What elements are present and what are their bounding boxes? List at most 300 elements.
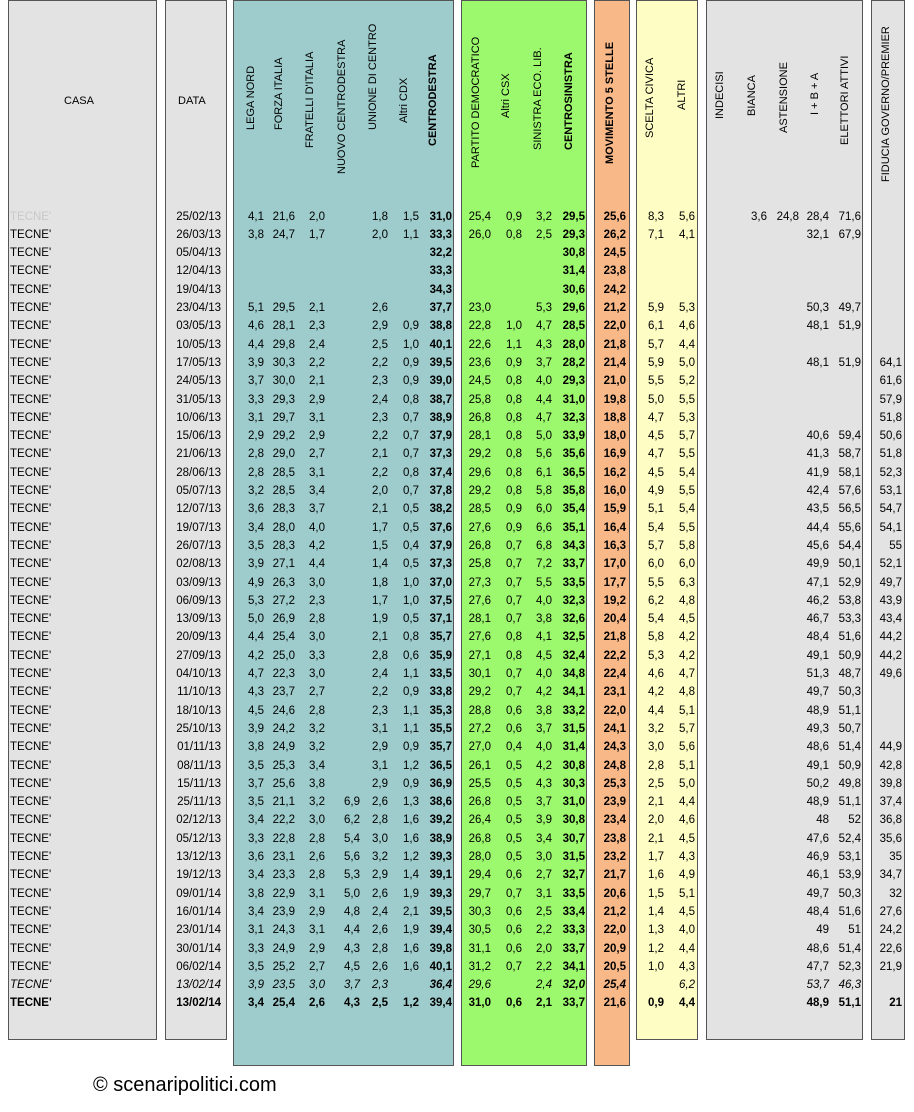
cell-casa: TECNE' xyxy=(10,411,52,424)
table-row xyxy=(0,226,914,244)
cell-m5s: 21,8 xyxy=(603,338,626,351)
cell-ln: 3,7 xyxy=(248,777,264,790)
cell-sc: 5,1 xyxy=(648,503,664,516)
cell-pd: 31,2 xyxy=(468,960,491,973)
table-row xyxy=(0,262,914,280)
cell-ln: 3,8 xyxy=(248,887,264,900)
cell-pd: 26,8 xyxy=(468,832,491,845)
cell-udc: 2,4 xyxy=(372,905,388,918)
header-casa: CASA xyxy=(64,95,94,107)
cell-sc: 5,5 xyxy=(648,576,664,589)
cell-acdx: 0,5 xyxy=(403,521,419,534)
cell-cdx: 36,5 xyxy=(429,759,452,772)
table-row xyxy=(0,628,914,646)
cell-ea: 51,6 xyxy=(838,631,861,644)
cell-data: 10/05/13 xyxy=(176,338,221,351)
cell-alt: 6,0 xyxy=(679,558,695,571)
cell-fid: 53,1 xyxy=(879,485,902,497)
cell-cdx: 37,3 xyxy=(429,558,452,571)
cell-casa: TECNE' xyxy=(10,558,52,571)
cell-fdi: 2,3 xyxy=(309,320,325,333)
cell-acsx: 1,0 xyxy=(506,320,522,333)
cell-casa: TECNE' xyxy=(10,375,52,388)
cell-fi: 27,1 xyxy=(272,558,295,571)
cell-data: 11/10/13 xyxy=(177,686,221,699)
cell-udc: 1,9 xyxy=(372,613,388,626)
cell-udc: 2,9 xyxy=(372,320,388,333)
cell-m5s: 23,8 xyxy=(603,832,626,845)
cell-fdi: 3,3 xyxy=(309,649,325,662)
cell-cdx: 37,9 xyxy=(429,430,452,443)
cell-sel: 4,2 xyxy=(536,686,552,699)
cell-acdx: 1,1 xyxy=(403,228,419,241)
cell-ea: 49,8 xyxy=(838,777,861,790)
cell-sel: 2,7 xyxy=(536,869,552,882)
cell-acdx: 1,5 xyxy=(403,210,419,223)
cell-acdx: 2,1 xyxy=(403,905,419,918)
cell-alt: 6,3 xyxy=(679,576,695,589)
cell-sc: 6,0 xyxy=(648,558,664,571)
cell-acsx: 0,5 xyxy=(506,814,522,827)
cell-ln: 3,5 xyxy=(248,960,264,973)
table-row xyxy=(0,372,914,390)
cell-ncd: 4,8 xyxy=(344,905,360,918)
table-row xyxy=(0,592,914,610)
cell-ln: 3,8 xyxy=(248,741,264,754)
cell-fi: 28,3 xyxy=(272,539,295,552)
cell-cdx: 38,8 xyxy=(429,320,452,333)
cell-data: 20/09/13 xyxy=(176,631,221,644)
cell-fdi: 2,3 xyxy=(309,594,325,607)
cell-fi: 30,3 xyxy=(272,356,295,369)
cell-casa: TECNE' xyxy=(10,942,52,955)
table-row xyxy=(0,683,914,701)
cell-acdx: 1,1 xyxy=(403,668,419,680)
cell-ea: 51,6 xyxy=(838,905,861,918)
cell-acdx: 1,6 xyxy=(403,832,419,845)
cell-csx: 30,3 xyxy=(562,777,585,790)
cell-data: 23/01/14 xyxy=(176,924,221,937)
cell-cdx: 39,5 xyxy=(429,356,452,369)
cell-acsx: 0,9 xyxy=(506,210,522,223)
cell-ea: 50,7 xyxy=(838,722,861,735)
cell-alt: 5,5 xyxy=(679,485,695,497)
cell-ea: 46,3 xyxy=(838,979,861,992)
cell-ea: 50,3 xyxy=(838,686,861,699)
cell-alt: 5,1 xyxy=(679,887,695,900)
cell-iba: 49,7 xyxy=(806,686,829,699)
cell-ln: 3,6 xyxy=(248,503,264,516)
cell-fid: 50,6 xyxy=(879,430,902,443)
cell-udc: 2,2 xyxy=(372,686,388,699)
cell-acsx: 0,5 xyxy=(506,777,522,790)
cell-fid: 35,6 xyxy=(879,832,902,845)
cell-data: 09/01/14 xyxy=(176,887,221,900)
cell-iba: 49,9 xyxy=(806,558,829,571)
cell-fdi: 2,9 xyxy=(309,393,325,406)
cell-m5s: 26,2 xyxy=(603,228,626,241)
cell-data: 02/08/13 xyxy=(176,558,221,571)
cell-acdx: 0,5 xyxy=(403,503,419,516)
cell-acdx: 1,6 xyxy=(403,942,419,955)
cell-pd: 25,4 xyxy=(468,210,491,223)
cell-casa: TECNE' xyxy=(10,979,52,992)
cell-fi: 23,5 xyxy=(272,979,295,992)
cell-iba: 47,7 xyxy=(806,960,829,973)
cell-casa: TECNE' xyxy=(10,283,52,296)
cell-casa: TECNE' xyxy=(10,356,52,369)
cell-acdx: 1,4 xyxy=(403,869,419,882)
cell-csx: 32,3 xyxy=(562,594,585,607)
cell-acdx: 1,3 xyxy=(403,796,419,809)
cell-cdx: 39,4 xyxy=(429,924,452,937)
cell-alt: 5,4 xyxy=(679,466,695,479)
cell-alt: 5,6 xyxy=(679,741,695,754)
cell-sc: 5,4 xyxy=(648,521,664,534)
cell-alt: 5,8 xyxy=(679,539,695,552)
cell-cdx: 39,8 xyxy=(429,942,452,955)
table-row xyxy=(0,848,914,866)
cell-alt: 4,2 xyxy=(679,649,695,662)
cell-ln: 4,5 xyxy=(248,704,264,717)
cell-ln: 3,4 xyxy=(248,521,264,534)
cell-m5s: 20,4 xyxy=(603,613,626,626)
cell-udc: 1,4 xyxy=(372,558,388,571)
cell-ln: 2,8 xyxy=(248,466,264,479)
cell-fi: 28,1 xyxy=(272,320,295,333)
cell-acsx: 1,1 xyxy=(506,338,522,351)
cell-cdx: 32,2 xyxy=(429,247,452,260)
cell-pd: 30,5 xyxy=(468,924,491,937)
cell-alt: 4,5 xyxy=(679,613,695,626)
cell-ln: 5,1 xyxy=(248,302,264,314)
cell-fid: 44,9 xyxy=(879,741,902,754)
cell-csx: 32,4 xyxy=(562,649,585,662)
cell-csx: 31,4 xyxy=(562,741,585,754)
cell-sel: 4,0 xyxy=(536,594,552,607)
cell-m5s: 25,6 xyxy=(603,210,626,223)
cell-udc: 2,4 xyxy=(372,668,388,680)
cell-ln: 3,9 xyxy=(248,722,264,735)
cell-pd: 27,6 xyxy=(468,521,491,534)
cell-fi: 29,8 xyxy=(272,338,295,351)
table-row xyxy=(0,482,914,500)
cell-cdx: 37,8 xyxy=(429,485,452,497)
cell-sel: 3,8 xyxy=(536,613,552,626)
cell-sc: 2,0 xyxy=(648,814,664,827)
cell-m5s: 21,8 xyxy=(603,631,626,644)
cell-fi: 29,3 xyxy=(272,393,295,406)
cell-casa: TECNE' xyxy=(10,741,52,754)
cell-cdx: 37,1 xyxy=(429,613,452,626)
cell-csx: 31,5 xyxy=(562,722,585,735)
cell-ln: 3,9 xyxy=(248,558,264,571)
cell-csx: 32,7 xyxy=(562,869,585,882)
cell-pd: 29,2 xyxy=(468,485,491,497)
cell-data: 25/02/13 xyxy=(176,210,221,223)
cell-sel: 4,0 xyxy=(536,375,552,388)
cell-fid: 22,6 xyxy=(879,942,902,955)
cell-fi: 24,9 xyxy=(272,741,295,754)
cell-acsx: 0,7 xyxy=(506,539,522,552)
cell-csx: 30,8 xyxy=(562,247,585,260)
cell-acdx: 0,7 xyxy=(403,485,419,497)
cell-iba: 49,1 xyxy=(806,649,829,662)
cell-csx: 30,8 xyxy=(562,759,585,772)
cell-ncd: 6,9 xyxy=(344,796,360,809)
cell-pd: 28,1 xyxy=(468,430,491,443)
cell-ncd: 4,5 xyxy=(344,960,360,973)
cell-sel: 2,1 xyxy=(536,997,552,1010)
cell-pd: 27,2 xyxy=(468,722,491,735)
cell-fdi: 2,8 xyxy=(309,869,325,882)
cell-udc: 3,1 xyxy=(372,759,388,772)
cell-udc: 2,1 xyxy=(372,503,388,516)
cell-m5s: 24,5 xyxy=(603,247,626,260)
cell-ln: 3,7 xyxy=(248,375,264,388)
cell-m5s: 18,8 xyxy=(603,411,626,424)
cell-csx: 33,7 xyxy=(562,997,585,1010)
cell-csx: 34,1 xyxy=(562,686,585,699)
cell-sc: 4,5 xyxy=(648,466,664,479)
cell-m5s: 19,2 xyxy=(603,594,626,607)
cell-iba: 48,9 xyxy=(806,704,829,717)
cell-cdx: 39,3 xyxy=(429,887,452,900)
cell-ncd: 4,3 xyxy=(344,942,360,955)
cell-acsx: 0,6 xyxy=(506,704,522,717)
table-row xyxy=(0,519,914,537)
cell-m5s: 21,7 xyxy=(603,869,626,882)
cell-data: 25/11/13 xyxy=(177,796,221,809)
cell-cdx: 40,1 xyxy=(429,960,452,973)
cell-sel: 4,7 xyxy=(536,411,552,424)
cell-casa: TECNE' xyxy=(10,759,52,772)
cell-ln: 3,4 xyxy=(248,814,264,827)
cell-alt: 4,4 xyxy=(679,338,695,351)
cell-udc: 1,7 xyxy=(372,594,388,607)
cell-ea: 50,9 xyxy=(838,759,861,772)
cell-ln: 3,6 xyxy=(248,851,264,863)
cell-ea: 52,9 xyxy=(838,576,861,589)
cell-pd: 25,5 xyxy=(468,777,491,790)
cell-acdx: 0,9 xyxy=(403,375,419,388)
cell-ln: 3,1 xyxy=(248,924,264,937)
cell-alt: 4,4 xyxy=(679,796,695,809)
cell-acsx: 0,6 xyxy=(506,905,522,918)
cell-alt: 5,7 xyxy=(679,722,695,735)
table-row xyxy=(0,445,914,463)
cell-pd: 23,0 xyxy=(468,302,491,314)
cell-fi: 29,7 xyxy=(272,411,295,424)
cell-data: 26/07/13 xyxy=(176,539,221,552)
cell-csx: 35,6 xyxy=(562,448,585,461)
cell-iba: 41,9 xyxy=(806,466,829,479)
cell-ea: 53,3 xyxy=(838,613,861,626)
cell-sc: 6,1 xyxy=(648,320,664,333)
cell-sc: 1,0 xyxy=(648,960,664,973)
cell-acsx: 0,6 xyxy=(506,869,522,882)
cell-sc: 5,4 xyxy=(648,613,664,626)
cell-ln: 3,1 xyxy=(248,411,264,424)
cell-cdx: 35,5 xyxy=(429,722,452,735)
cell-ln: 3,5 xyxy=(248,539,264,552)
cell-casa: TECNE' xyxy=(10,905,52,918)
cell-ln: 3,9 xyxy=(248,979,264,992)
cell-m5s: 21,0 xyxy=(603,375,626,388)
cell-udc: 2,1 xyxy=(372,631,388,644)
table-row xyxy=(0,793,914,811)
cell-iba: 48,9 xyxy=(806,796,829,809)
cell-fdi: 2,9 xyxy=(309,942,325,955)
cell-ea: 51 xyxy=(848,924,861,937)
cell-acdx: 0,8 xyxy=(403,631,419,644)
cell-udc: 2,2 xyxy=(372,430,388,443)
cell-m5s: 17,7 xyxy=(603,576,626,589)
cell-fid: 44,2 xyxy=(879,649,902,662)
cell-acsx: 0,5 xyxy=(506,832,522,845)
cell-sel: 6,0 xyxy=(536,503,552,516)
cell-alt: 5,7 xyxy=(679,430,695,443)
cell-csx: 30,6 xyxy=(562,283,585,296)
table-row xyxy=(0,976,914,994)
cell-ncd: 5,6 xyxy=(344,851,360,863)
cell-alt: 5,3 xyxy=(679,411,695,424)
cell-csx: 33,5 xyxy=(562,887,585,900)
cell-data: 13/09/13 xyxy=(176,613,221,626)
cell-pd: 29,6 xyxy=(468,979,491,992)
cell-iba: 50,2 xyxy=(806,777,829,790)
cell-casa: TECNE' xyxy=(10,576,52,589)
cell-fdi: 2,7 xyxy=(309,686,325,699)
cell-cdx: 38,7 xyxy=(429,393,452,406)
cell-cdx: 33,8 xyxy=(429,686,452,699)
cell-acsx: 0,8 xyxy=(506,466,522,479)
cell-ln: 3,4 xyxy=(248,997,264,1010)
cell-ncd: 5,4 xyxy=(344,832,360,845)
cell-acsx: 0,7 xyxy=(506,558,522,571)
cell-bia: 3,6 xyxy=(751,210,767,223)
cell-pd: 28,5 xyxy=(468,503,491,516)
cell-alt: 4,8 xyxy=(679,594,695,607)
cell-acsx: 0,6 xyxy=(506,997,522,1010)
cell-ea: 54,4 xyxy=(838,539,861,552)
cell-casa: TECNE' xyxy=(10,668,52,680)
cell-ea: 67,9 xyxy=(838,228,861,241)
table-row xyxy=(0,391,914,409)
cell-data: 30/01/14 xyxy=(176,942,221,955)
cell-data: 04/10/13 xyxy=(176,668,221,680)
cell-data: 16/01/14 xyxy=(176,905,221,918)
cell-fi: 28,3 xyxy=(272,503,295,516)
cell-pd: 31,0 xyxy=(468,997,491,1010)
cell-data: 19/07/13 xyxy=(176,521,221,534)
cell-sc: 7,1 xyxy=(648,228,664,241)
cell-ea: 52 xyxy=(848,814,861,827)
cell-m5s: 24,3 xyxy=(603,741,626,754)
cell-m5s: 17,0 xyxy=(603,558,626,571)
cell-pd: 27,6 xyxy=(468,594,491,607)
cell-fid: 49,6 xyxy=(879,668,902,680)
cell-casa: TECNE' xyxy=(10,997,52,1010)
cell-fdi: 3,4 xyxy=(309,759,325,772)
cell-acsx: 0,8 xyxy=(506,411,522,424)
cell-data: 06/02/14 xyxy=(176,960,221,973)
cell-m5s: 24,2 xyxy=(603,283,626,296)
cell-cdx: 40,1 xyxy=(429,338,452,351)
cell-casa: TECNE' xyxy=(10,851,52,863)
cell-data: 01/11/13 xyxy=(177,741,221,754)
cell-acdx: 0,9 xyxy=(403,777,419,790)
cell-sel: 5,5 xyxy=(536,576,552,589)
cell-m5s: 23,4 xyxy=(603,814,626,827)
cell-ea: 52,4 xyxy=(838,832,861,845)
cell-acsx: 0,8 xyxy=(506,228,522,241)
cell-acdx: 0,9 xyxy=(403,741,419,754)
cell-m5s: 21,4 xyxy=(603,356,626,369)
cell-ln: 3,3 xyxy=(248,832,264,845)
cell-fi: 26,3 xyxy=(272,576,295,589)
cell-cdx: 39,1 xyxy=(429,869,452,882)
cell-iba: 47,1 xyxy=(806,576,829,589)
cell-data: 13/02/14 xyxy=(176,979,221,992)
cell-ea: 51,1 xyxy=(838,796,861,809)
cell-fi: 25,4 xyxy=(272,997,295,1010)
cell-casa: TECNE' xyxy=(10,448,52,461)
cell-alt: 4,8 xyxy=(679,686,695,699)
cell-acsx: 0,5 xyxy=(506,796,522,809)
cell-acdx: 1,6 xyxy=(403,814,419,827)
table-row xyxy=(0,354,914,372)
cell-fi: 28,5 xyxy=(272,485,295,497)
cell-udc: 1,7 xyxy=(372,521,388,534)
cell-data: 05/04/13 xyxy=(176,247,221,260)
cell-sel: 2,2 xyxy=(536,960,552,973)
cell-udc: 2,0 xyxy=(372,485,388,497)
cell-m5s: 20,6 xyxy=(603,887,626,900)
cell-sc: 1,4 xyxy=(648,905,664,918)
cell-udc: 3,0 xyxy=(372,832,388,845)
cell-casa: TECNE' xyxy=(10,704,52,717)
cell-iba: 42,4 xyxy=(806,485,829,497)
cell-csx: 29,5 xyxy=(562,210,585,223)
cell-iba: 43,5 xyxy=(806,503,829,516)
cell-csx: 33,7 xyxy=(562,942,585,955)
cell-fid: 36,8 xyxy=(879,814,902,827)
cell-pd: 30,1 xyxy=(468,668,491,680)
cell-ln: 3,5 xyxy=(248,759,264,772)
cell-casa: TECNE' xyxy=(10,613,52,626)
cell-acsx: 0,8 xyxy=(506,631,522,644)
cell-iba: 32,1 xyxy=(806,228,829,241)
cell-cdx: 36,4 xyxy=(429,979,452,992)
cell-alt: 4,4 xyxy=(679,942,695,955)
cell-pd: 26,0 xyxy=(468,228,491,241)
table-row xyxy=(0,940,914,958)
cell-sc: 2,1 xyxy=(648,796,664,809)
cell-fid: 27,6 xyxy=(879,905,902,918)
cell-data: 06/09/13 xyxy=(176,594,221,607)
cell-csx: 32,5 xyxy=(562,631,585,644)
cell-sc: 0,9 xyxy=(648,997,664,1010)
cell-acdx: 1,0 xyxy=(403,338,419,351)
cell-acsx: 0,9 xyxy=(506,503,522,516)
cell-pd: 29,7 xyxy=(468,887,491,900)
cell-csx: 30,8 xyxy=(562,814,585,827)
table-row xyxy=(0,574,914,592)
cell-acdx: 0,6 xyxy=(403,649,419,662)
cell-iba: 48,4 xyxy=(806,905,829,918)
cell-casa: TECNE' xyxy=(10,814,52,827)
